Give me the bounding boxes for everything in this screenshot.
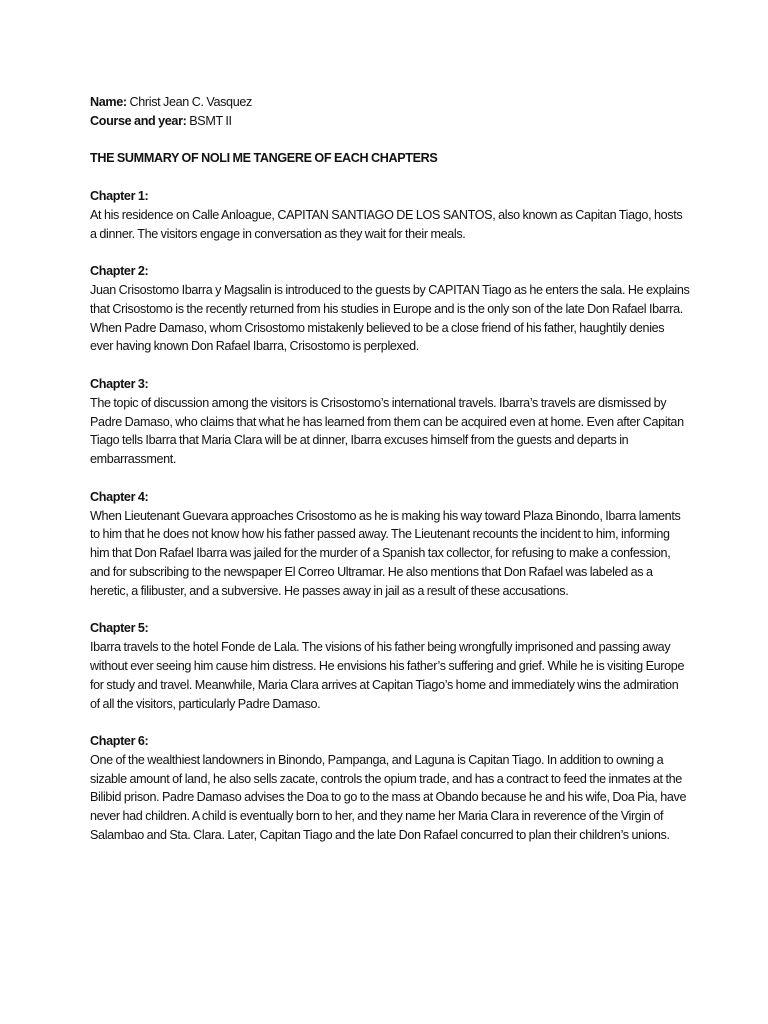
name-label: Name: (90, 95, 127, 109)
chapter-heading: Chapter 1: (90, 188, 149, 203)
chapter-heading: Chapter 6: (90, 734, 149, 749)
course-year-line (90, 112, 690, 131)
chapter-1 (90, 187, 690, 243)
chapter-summary: When Lieutenant Guevara approaches Crisostomo as he is making his way toward Plaza Binondo, Ibarra laments to him that he does not know how his father passed away. The Lieutenant recounts the incident to him, informing him that Don Rafael Ibarra was jailed for the murder of a Spanish tax collector, for refusing to make a confession, and for subscribing to the newspaper El Correo Ultramar. He also mentions that Don Rafael was labeled as a heretic, a filibuster, and a subversive. He passes away in jail as a result of these accusations. (90, 508, 681, 598)
chapter-summary: The topic of discussion among the visitors is Crisostomo’s international travels. Ibarra’s travels are dismissed by Padre Damaso, who claims that what he has learned from them can be acquired even at home. Even after Capitan Tiago tells Ibarra that Maria Clara will be at dinner, Ibarra excuses himself from the guests and departs in embarrassment. (90, 395, 684, 467)
chapter-6 (90, 732, 690, 845)
document-page (90, 93, 690, 845)
chapter-heading: Chapter 4: (90, 489, 149, 504)
chapter-4 (90, 488, 690, 601)
chapter-2 (90, 262, 690, 356)
chapter-heading: Chapter 3: (90, 376, 149, 391)
course-value: BSMT II (189, 113, 232, 128)
document-title: THE SUMMARY OF NOLI ME TANGERE OF EACH CHAPTERS (90, 151, 438, 166)
chapter-summary: One of the wealthiest landowners in Binondo, Pampanga, and Laguna is Capitan Tiago. In addition to owning a sizable amount of land, he also sells zacate, controls the opium trade, and has a contract to feed the inmates at the Bilibid prison. Padre Damaso advises the Doa to go to the mass at Obando because he and his wife, Doa Pia, have never had children. A child is eventually born to her, and they name her Maria Clara in reverence of the Virgin of Salambao and Sta. Clara. Later, Capitan Tiago and the late Don Rafael concurred to plan their children’s unions. (90, 752, 687, 843)
chapter-summary: Juan Crisostomo Ibarra y Magsalin is introduced to the guests by CAPITAN Tiago as he enters the sala. He explains that Crisostomo is the recently returned from his studies in Europe and is the only son of the late Don Rafael Ibarra. When Padre Damaso, whom Crisostomo mistakenly believed to be a close friend of his father, haughtily denies ever having known Don Rafael Ibarra, Crisostomo is perplexed. (90, 282, 690, 354)
chapter-heading: Chapter 5: (90, 621, 149, 636)
chapter-heading: Chapter 2: (90, 264, 149, 279)
chapter-5 (90, 619, 690, 713)
course-label: Course and year: (90, 113, 187, 128)
name-value: Christ Jean C. Vasquez (129, 95, 252, 109)
chapter-3 (90, 375, 690, 469)
chapter-summary: At his residence on Calle Anloague, CAPITAN SANTIAGO DE LOS SANTOS, also known as Capitan Tiago, hosts a dinner. The visitors engage in conversation as they wait for their meals. (90, 207, 683, 241)
chapter-summary: Ibarra travels to the hotel Fonde de Lala. The visions of his father being wrongfully imprisoned and passing away without ever seeing him cause him distress. He envisions his father’s suffering and grief. While he is visiting Europe for study and travel. Meanwhile, Maria Clara arrives at Capitan Tiago’s home and immediately wins the admiration of all the visitors, particularly Padre Damaso. (90, 640, 685, 711)
student-name-line (90, 93, 690, 112)
